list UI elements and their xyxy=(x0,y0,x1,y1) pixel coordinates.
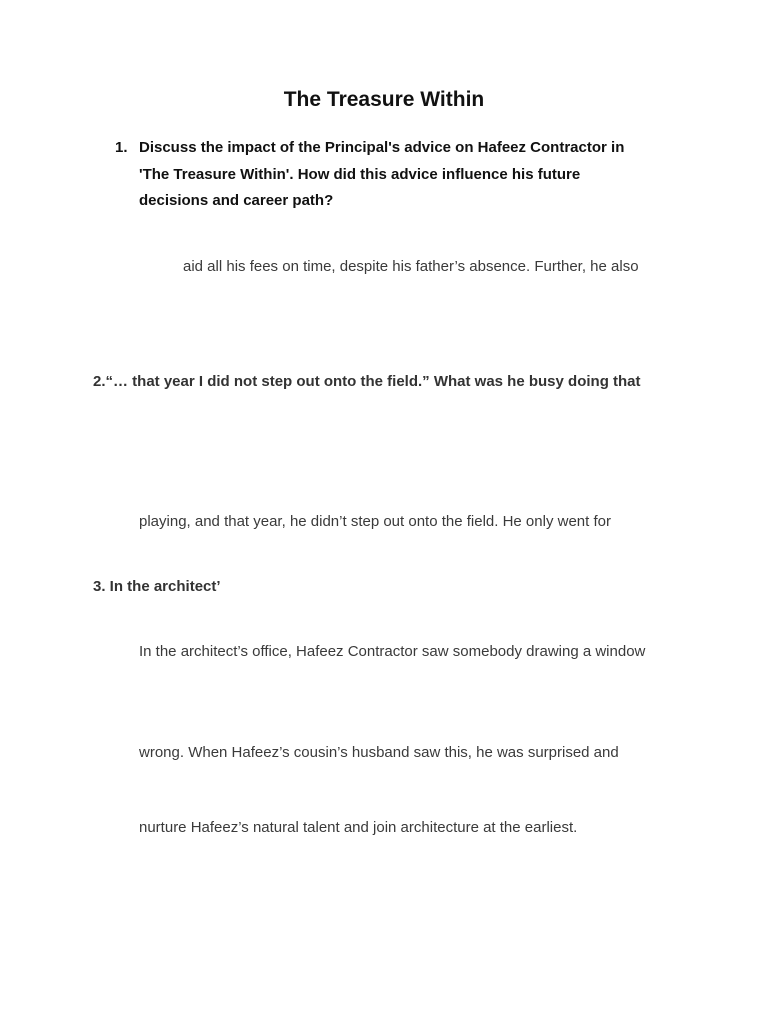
question-1-number: 1. xyxy=(115,139,128,156)
answer-3-line-1: In the architect’s office, Hafeez Contractor saw somebody drawing a window xyxy=(139,643,646,660)
answer-3-line-3: nurture Hafeez’s natural talent and join architecture at the earliest. xyxy=(139,819,578,836)
question-3: 3. In the architect’ xyxy=(93,578,221,595)
answer-1-fragment: aid all his fees on time, despite his father’s absence. Further, he also xyxy=(183,258,639,275)
page-title: The Treasure Within xyxy=(283,88,485,111)
question-1-text: Discuss the impact of the Principal's advice on Hafeez Contractor in 'The Treasure Within'. How did this advice influence his future decisions and career path? xyxy=(139,139,625,209)
answer-3-line-2: wrong. When Hafeez’s cousin’s husband saw this, he was surprised and xyxy=(139,744,619,761)
question-2: 2.“… that year I did not step out onto the field.” What was he busy doing that xyxy=(93,373,641,390)
answer-2-fragment: playing, and that year, he didn’t step out onto the field. He only went for xyxy=(139,513,611,530)
